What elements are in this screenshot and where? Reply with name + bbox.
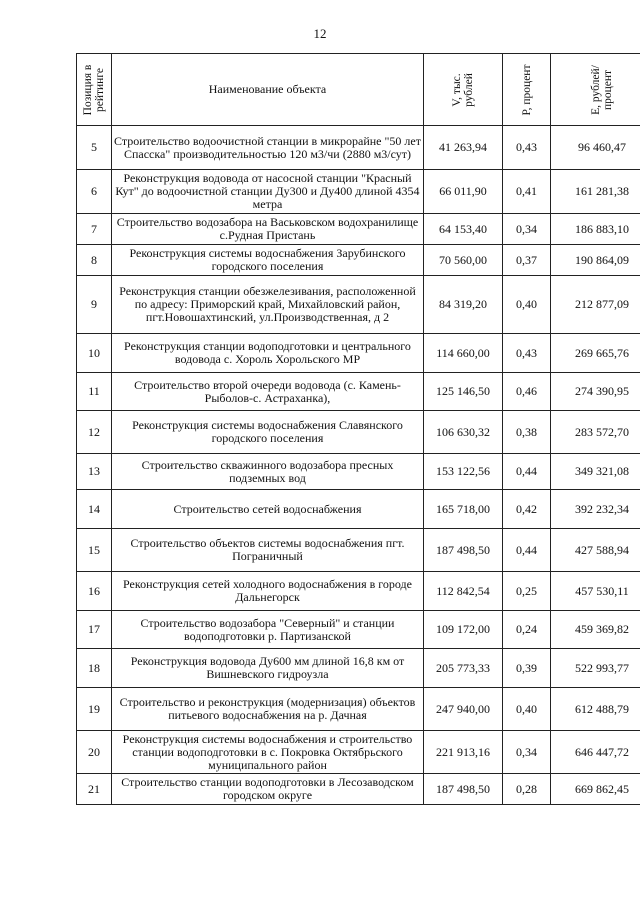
row-object-name: Реконструкция системы водоснабжения и строительство станции водоподготовки в с. Покровка Октябрьского муниципального район bbox=[112, 731, 424, 774]
table-row bbox=[77, 731, 640, 774]
row-e-value: 427 588,94 bbox=[551, 529, 640, 572]
header-p-label: P, процент bbox=[520, 64, 533, 115]
row-v-value: 165 718,00 bbox=[424, 490, 503, 529]
row-p-value: 0,28 bbox=[503, 774, 551, 805]
row-position: 16 bbox=[77, 572, 112, 611]
row-p-value: 0,24 bbox=[503, 611, 551, 649]
row-position: 10 bbox=[77, 334, 112, 373]
row-p-value: 0,34 bbox=[503, 214, 551, 245]
row-object-name: Реконструкция сетей холодного водоснабжения в городе Дальнегорск bbox=[112, 572, 424, 611]
row-object-name: Строительство объектов системы водоснабжения пгт. Пограничный bbox=[112, 529, 424, 572]
table-row bbox=[77, 454, 640, 490]
table-row bbox=[77, 411, 640, 454]
row-position: 11 bbox=[77, 373, 112, 411]
row-object-name: Реконструкция системы водоснабжения Зарубинского городского поселения bbox=[112, 245, 424, 276]
row-object-name: Строительство и реконструкция (модернизация) объектов питьевого водоснабжения на р. Дачная bbox=[112, 688, 424, 731]
row-position: 17 bbox=[77, 611, 112, 649]
row-v-value: 221 913,16 bbox=[424, 731, 503, 774]
row-object-name: Строительство станции водоподготовки в Лесозаводском городском округе bbox=[112, 774, 424, 805]
row-e-value: 96 460,47 bbox=[551, 126, 640, 170]
row-position: 5 bbox=[77, 126, 112, 170]
row-e-value: 212 877,09 bbox=[551, 276, 640, 334]
row-p-value: 0,42 bbox=[503, 490, 551, 529]
row-v-value: 247 940,00 bbox=[424, 688, 503, 731]
header-p bbox=[503, 54, 551, 126]
row-v-value: 84 319,20 bbox=[424, 276, 503, 334]
row-e-value: 522 993,77 bbox=[551, 649, 640, 688]
row-object-name: Строительство водозабора "Северный" и станции водоподготовки р. Партизанской bbox=[112, 611, 424, 649]
table-row bbox=[77, 649, 640, 688]
row-position: 13 bbox=[77, 454, 112, 490]
row-v-value: 112 842,54 bbox=[424, 572, 503, 611]
row-position: 14 bbox=[77, 490, 112, 529]
row-e-value: 457 530,11 bbox=[551, 572, 640, 611]
row-position: 21 bbox=[77, 774, 112, 805]
row-p-value: 0,38 bbox=[503, 411, 551, 454]
table-body bbox=[77, 126, 640, 805]
row-v-value: 109 172,00 bbox=[424, 611, 503, 649]
row-e-value: 269 665,76 bbox=[551, 334, 640, 373]
row-e-value: 669 862,45 bbox=[551, 774, 640, 805]
row-object-name: Реконструкция станции обезжелезивания, расположенной по адресу: Приморский край, Михайловский район, пгт.Новошахтинский, ул.Производственная, д 2 bbox=[112, 276, 424, 334]
row-e-value: 186 883,10 bbox=[551, 214, 640, 245]
row-object-name: Реконструкция системы водоснабжения Славянского городского поселения bbox=[112, 411, 424, 454]
row-p-value: 0,37 bbox=[503, 245, 551, 276]
row-v-value: 153 122,56 bbox=[424, 454, 503, 490]
row-p-value: 0,40 bbox=[503, 276, 551, 334]
row-e-value: 190 864,09 bbox=[551, 245, 640, 276]
table-row bbox=[77, 373, 640, 411]
row-e-value: 349 321,08 bbox=[551, 454, 640, 490]
row-p-value: 0,39 bbox=[503, 649, 551, 688]
row-v-value: 187 498,50 bbox=[424, 774, 503, 805]
row-e-value: 274 390,95 bbox=[551, 373, 640, 411]
table-row bbox=[77, 334, 640, 373]
table-row bbox=[77, 611, 640, 649]
row-p-value: 0,41 bbox=[503, 170, 551, 214]
table-row bbox=[77, 774, 640, 805]
table-row bbox=[77, 126, 640, 170]
table-row bbox=[77, 245, 640, 276]
table-row bbox=[77, 529, 640, 572]
row-e-value: 161 281,38 bbox=[551, 170, 640, 214]
row-v-value: 70 560,00 bbox=[424, 245, 503, 276]
row-p-value: 0,25 bbox=[503, 572, 551, 611]
row-p-value: 0,44 bbox=[503, 454, 551, 490]
row-v-value: 64 153,40 bbox=[424, 214, 503, 245]
table-header-row bbox=[77, 54, 640, 126]
row-position: 8 bbox=[77, 245, 112, 276]
row-object-name: Строительство водозабора на Васьковском водохранилище с.Рудная Пристань bbox=[112, 214, 424, 245]
table-row bbox=[77, 572, 640, 611]
row-position: 9 bbox=[77, 276, 112, 334]
header-v-label: V, тыс. рублей bbox=[451, 72, 475, 107]
row-v-value: 66 011,90 bbox=[424, 170, 503, 214]
header-e bbox=[551, 54, 640, 126]
row-p-value: 0,34 bbox=[503, 731, 551, 774]
row-position: 12 bbox=[77, 411, 112, 454]
table-row bbox=[77, 490, 640, 529]
row-object-name: Реконструкция станции водоподготовки и центрального водовода с. Хороль Хорольского МР bbox=[112, 334, 424, 373]
row-p-value: 0,46 bbox=[503, 373, 551, 411]
page-number: 12 bbox=[313, 26, 327, 41]
row-position: 6 bbox=[77, 170, 112, 214]
row-object-name: Строительство второй очереди водовода (с. Камень-Рыболов-с. Астраханка), bbox=[112, 373, 424, 411]
row-position: 20 bbox=[77, 731, 112, 774]
row-position: 19 bbox=[77, 688, 112, 731]
row-v-value: 125 146,50 bbox=[424, 373, 503, 411]
row-p-value: 0,43 bbox=[503, 334, 551, 373]
row-p-value: 0,40 bbox=[503, 688, 551, 731]
header-e-label: E, рублей/ процент bbox=[590, 64, 614, 115]
row-e-value: 283 572,70 bbox=[551, 411, 640, 454]
row-v-value: 41 263,94 bbox=[424, 126, 503, 170]
row-position: 15 bbox=[77, 529, 112, 572]
header-v bbox=[424, 54, 503, 126]
row-position: 7 bbox=[77, 214, 112, 245]
table-row bbox=[77, 170, 640, 214]
row-e-value: 459 369,82 bbox=[551, 611, 640, 649]
row-e-value: 612 488,79 bbox=[551, 688, 640, 731]
row-e-value: 646 447,72 bbox=[551, 731, 640, 774]
header-position bbox=[77, 54, 112, 126]
rating-table bbox=[76, 53, 640, 805]
row-v-value: 187 498,50 bbox=[424, 529, 503, 572]
row-object-name: Строительство скважинного водозабора пресных подземных вод bbox=[112, 454, 424, 490]
row-object-name: Реконструкция водовода от насосной станции "Красный Кут" до водоочистной станции Ду300 и Ду400 длиной 4354 метра bbox=[112, 170, 424, 214]
row-position: 18 bbox=[77, 649, 112, 688]
table-row bbox=[77, 688, 640, 731]
row-object-name: Реконструкция водовода Ду600 мм длиной 16,8 км от Вишневского гидроузла bbox=[112, 649, 424, 688]
table-row bbox=[77, 214, 640, 245]
header-position-label: Позиция в рейтинге bbox=[82, 64, 106, 115]
table-row bbox=[77, 276, 640, 334]
row-e-value: 392 232,34 bbox=[551, 490, 640, 529]
header-name: Наименование объекта bbox=[112, 54, 424, 126]
row-p-value: 0,44 bbox=[503, 529, 551, 572]
row-object-name: Строительство водоочистной станции в микрорайне "50 лет Спасска" производительностью 120 м3/чи (2880 м3/сут) bbox=[112, 126, 424, 170]
row-v-value: 205 773,33 bbox=[424, 649, 503, 688]
row-v-value: 106 630,32 bbox=[424, 411, 503, 454]
row-v-value: 114 660,00 bbox=[424, 334, 503, 373]
row-object-name: Строительство сетей водоснабжения bbox=[112, 490, 424, 529]
row-p-value: 0,43 bbox=[503, 126, 551, 170]
